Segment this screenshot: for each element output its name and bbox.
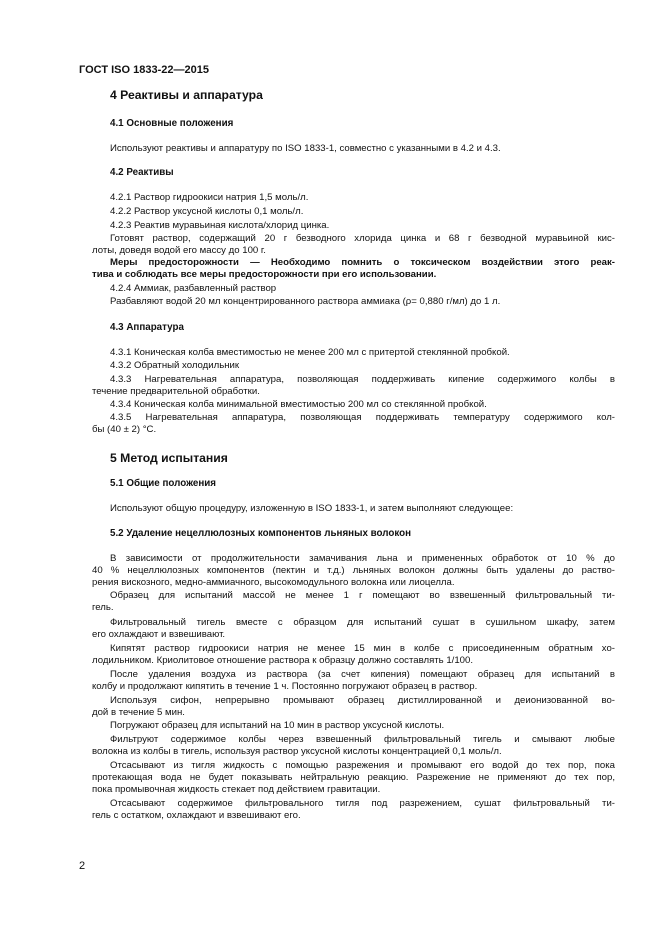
text-line: лодильником. Криолитовое отношение раствора к образцу должно составлять 1/100. — [92, 655, 473, 666]
text-line: Фильтровальный тигель вместе с образцом для испытаний сушат в сушильном шкафу, затем — [110, 617, 615, 628]
text-line: бы (40 ± 2) °С. — [92, 424, 157, 435]
text-line: тива и соблюдать все меры предосторожности при его использовании. — [92, 269, 437, 280]
subsection-heading: 4.1 Основные положения — [110, 118, 234, 129]
text-line: 4.2.3 Реактив муравьиная кислота/хлорид цинка. — [110, 220, 330, 231]
text-line: Фильтруют содержимое колбы через взвешенный фильтровальный тигель и смывают любые — [110, 734, 615, 745]
subsection-heading: 4.3 Аппаратура — [110, 322, 184, 333]
text-line: 4.3.1 Коническая колба вместимостью не менее 200 мл с притертой стеклянной пробкой. — [110, 347, 510, 358]
text-line: Используют общую процедуру, изложенную в ISO 1833-1, и затем выполняют следующее: — [110, 503, 514, 514]
subsection-heading: 4.2 Реактивы — [110, 167, 174, 178]
section-heading: 4 Реактивы и аппаратура — [110, 88, 263, 102]
text-line: гель. — [92, 602, 114, 613]
text-line: 4.2.4 Аммиак, разбавленный раствор — [110, 283, 277, 294]
text-line: Разбавляют водой 20 мл концентрированного раствора аммиака (ρ= 0,880 г/мл) до 1 л. — [110, 296, 501, 307]
section-heading: 5 Метод испытания — [110, 451, 228, 465]
text-line: 4.2.2 Раствор уксусной кислоты 0,1 моль/л. — [110, 206, 304, 217]
text-line: лоты, доведя водой его массу до 100 г. — [92, 245, 266, 256]
text-line: 4.3.5 Нагревательная аппаратура, позволяющая поддерживать температуру содержимого кол- — [110, 412, 615, 423]
text-line: В зависимости от продолжительности замачивания льна и примененных обработок от 10 % до — [110, 553, 615, 564]
text-line: его охлаждают и взвешивают. — [92, 629, 226, 640]
text-line: колбу и продолжают кипятить в течение 1 ч. Постоянно погружают образец в раствор. — [92, 681, 478, 692]
text-line: Кипятят раствор гидроокиси натрия не менее 15 мин в колбе с присоединенным обратным хо- — [110, 643, 615, 654]
text-line: Образец для испытаний массой не менее 1 г помещают во взвешенный фильтровальный ти- — [110, 590, 615, 601]
page-number: 2 — [79, 860, 86, 872]
text-line: 4.3.4 Коническая колба минимальной вместимостью 200 мл со стеклянной пробкой. — [110, 399, 487, 410]
text-line: Отсасывают содержимое фильтровального тигля под разрежением, сушат фильтровальный ти- — [110, 798, 615, 809]
text-line: Меры предосторожности — Необходимо помнить о токсическом воздействии этого реак- — [110, 257, 615, 268]
text-line: волокна из колбы в тигель, используя раствор уксусной кислоты концентрацией 0,1 моль/л. — [92, 746, 502, 757]
text-line: 4.3.3 Нагревательная аппаратура, позволяющая поддерживать кипение содержимого колбы в — [110, 374, 615, 385]
text-line: 4.3.2 Обратный холодильник — [110, 360, 240, 371]
text-line: гель с остатком, охлаждают и взвешивают его. — [92, 810, 301, 821]
document-header: ГОСТ ISO 1833-22—2015 — [79, 64, 209, 76]
text-line: Погружают образец для испытаний на 10 мин в раствор уксусной кислоты. — [110, 720, 445, 731]
text-line: Отсасывают из тигля жидкость с помощью разрежения и промывают его водой до тех пор, пока — [110, 760, 615, 771]
subsection-heading: 5.1 Общие положения — [110, 478, 217, 489]
text-line: дой в течение 5 мин. — [92, 707, 185, 718]
text-line: пока промывочная жидкость стекает под действием гравитации. — [92, 784, 381, 795]
text-line: Используя сифон, непрерывно промывают образец дистиллированной и деионизованной во- — [110, 695, 615, 706]
subsection-heading: 5.2 Удаление нецеллюлозных компонентов льняных волокон — [110, 528, 412, 539]
text-line: Используют реактивы и аппаратуру по ISO 1833-1, совместно с указанными в 4.2 и 4.3. — [110, 143, 501, 154]
text-line: рения вискозного, медно-аммиачного, высокомодульного волокна или лиоцелла. — [92, 577, 455, 588]
text-line: 4.2.1 Раствор гидроокиси натрия 1,5 моль/л. — [110, 192, 309, 203]
text-line: 40 % нецеллюлозных компонентов (пектин и т.д.) льняных волокон должны быть удалены до раство- — [92, 565, 615, 576]
text-line: Готовят раствор, содержащий 20 г безводного хлорида цинка и 68 г безводной муравьиной кис- — [110, 233, 615, 244]
text-line: течение предварительной обработки. — [92, 386, 260, 397]
text-line: протекающая вода не будет показывать нейтральную реакцию. Разрежение не применяют до тех пор, — [92, 772, 615, 783]
text-line: После удаления воздуха из раствора (за счет кипения) помещают образец для испытаний в — [110, 669, 615, 680]
